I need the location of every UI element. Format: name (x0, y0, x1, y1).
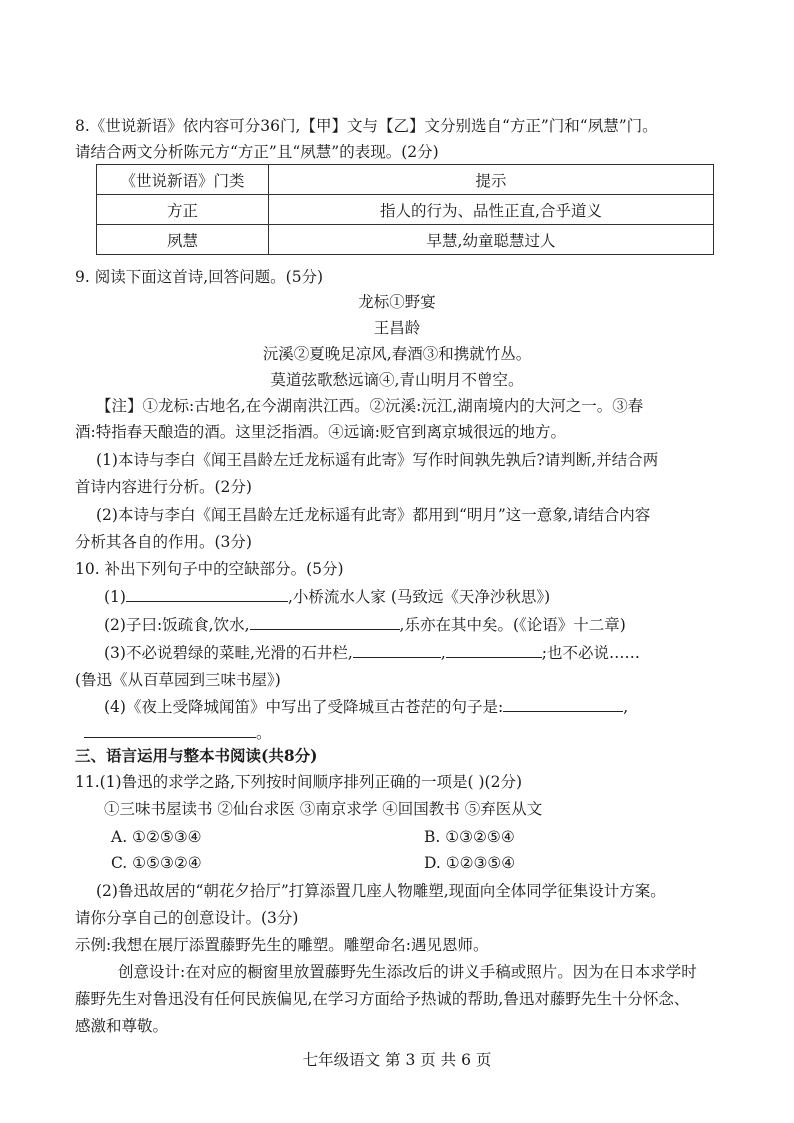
q10-sentence-3 (104, 643, 640, 663)
q8-table (96, 164, 714, 255)
table-header-hint: 提示 (269, 165, 714, 195)
q8-line2: 请结合两文分析陈元方“方正”且“夙慧”的表现。(2分) (75, 143, 439, 161)
q11-items: ①三味书屋读书 ②仙台求医 ③南京求学 ④回国教书 ⑤弃医从文 (104, 800, 543, 818)
table-cell-hint: 早慧,幼童聪慧过人 (269, 225, 714, 255)
q9-sub1-line1: (1)本诗与李白《闻王昌龄左迁龙标遥有此寄》写作时间孰先孰后?请判断,并结合两 (96, 451, 659, 469)
q11-design-line3: 感激和尊敬。 (75, 1017, 169, 1035)
q9-sub2-line2: 分析其各自的作用。(3分) (75, 533, 252, 551)
q10-s4-end: 。 (256, 724, 272, 742)
blank-line (446, 643, 542, 658)
poem-line-2: 莫道弦歌愁远谪④,青山明月不曾空。 (270, 371, 524, 389)
q10-intro: 10. 补出下列句子中的空缺部分。(5分) (75, 560, 344, 578)
blank-line (503, 697, 623, 712)
page-footer: 七年级语文 第 3 页 共 6 页 (302, 1051, 492, 1069)
table-row (97, 195, 714, 225)
q10-s2-suffix: ,乐亦在其中矣。(《论语》十二章) (399, 616, 626, 634)
q10-s1-prefix: (1) (104, 588, 126, 606)
q10-s3-middle: , (440, 644, 446, 662)
q10-sentence-2 (104, 615, 626, 635)
option-a: A. ①②⑤③④ (111, 828, 202, 846)
poem-author: 王昌龄 (373, 319, 421, 337)
q9-sub2-line1: (2)本诗与李白《闻王昌龄左迁龙标遥有此寄》都用到“明月”这一意象,请结合内容 (96, 506, 651, 524)
option-c: C. ①⑤③②④ (111, 854, 202, 872)
q11-design-line1: 创意设计:在对应的橱窗里放置藤野先生添改后的讲义手稿或照片。因为在日本求学时 (118, 963, 697, 981)
q10-s2-prefix: (2)子曰:饭疏食,饮水, (104, 616, 250, 634)
q10-sentence-4-cont (84, 723, 272, 743)
q10-s4-suffix: , (623, 698, 629, 716)
table-header-row (97, 165, 714, 195)
table-header-category: 《世说新语》门类 (97, 165, 269, 195)
q10-s1-suffix: ,小桥流水人家 (马致远《天净沙秋思》) (287, 588, 551, 606)
q10-s3-prefix: (3)不必说碧绿的菜畦,光滑的石井栏, (104, 644, 353, 662)
blank-line (126, 587, 288, 602)
option-d: D. ①②③⑤④ (424, 854, 516, 872)
q10-s3-source: (鲁迅《从百草园到三味书屋》) (75, 671, 281, 689)
section-heading: 三、语言运用与整本书阅读(共8分) (75, 746, 318, 765)
q10-sentence-4 (104, 697, 628, 717)
poem-title: 龙标①野宴 (358, 293, 436, 311)
table-row (97, 225, 714, 255)
q10-sentence-1 (104, 587, 550, 607)
poem-line-1: 沅溪②夏晚足凉风,春酒③和携就竹丛。 (262, 345, 532, 363)
option-b: B. ①③②⑤④ (424, 828, 515, 846)
q11-sub1: 11.(1)鲁迅的求学之路,下列按时间顺序排列正确的一项是( )(2分) (75, 773, 523, 791)
q11-sub2-line1: (2)鲁迅故居的“朝花夕拾厅”打算添置几座人物雕塑,现面向全体同学征集设计方案。 (96, 882, 666, 900)
q11-design-line2: 藤野先生对鲁迅没有任何民族偏见,在学习方面给予热诚的帮助,鲁迅对藤野先生十分怀念、 (75, 990, 690, 1008)
poem-note-line1: 【注】①龙标:古地名,在今湖南洪江西。②沅溪:沅江,湖南境内的大河之一。③春 (96, 397, 644, 415)
blank-line (353, 643, 441, 658)
table-cell-hint: 指人的行为、品性正直,合乎道义 (269, 195, 714, 225)
poem-note-line2: 酒:特指春天酿造的酒。这里泛指酒。④远谪:贬官到离京城很远的地方。 (75, 423, 566, 441)
table-cell-category: 方正 (97, 195, 269, 225)
blank-line (250, 615, 400, 630)
q8-line1: 8.《世说新语》依内容可分36门,【甲】文与【乙】文分别选自“方正”门和“夙慧”门。 (75, 117, 658, 135)
q10-s3-suffix: ;也不必说…… (541, 644, 640, 662)
q9-sub1-line2: 首诗内容进行分析。(2分) (75, 478, 252, 496)
blank-line (84, 723, 256, 738)
q11-sub2-line2: 请你分享自己的创意设计。(3分) (75, 909, 299, 927)
table-cell-category: 夙慧 (97, 225, 269, 255)
q9-intro: 9. 阅读下面这首诗,回答问题。(5分) (75, 268, 324, 286)
q10-s4-prefix: (4)《夜上受降城闻笛》中写出了受降城亘古苍茫的句子是: (104, 698, 504, 716)
q11-example: 示例:我想在展厅添置藤野先生的雕塑。雕塑命名:遇见恩师。 (75, 936, 489, 954)
